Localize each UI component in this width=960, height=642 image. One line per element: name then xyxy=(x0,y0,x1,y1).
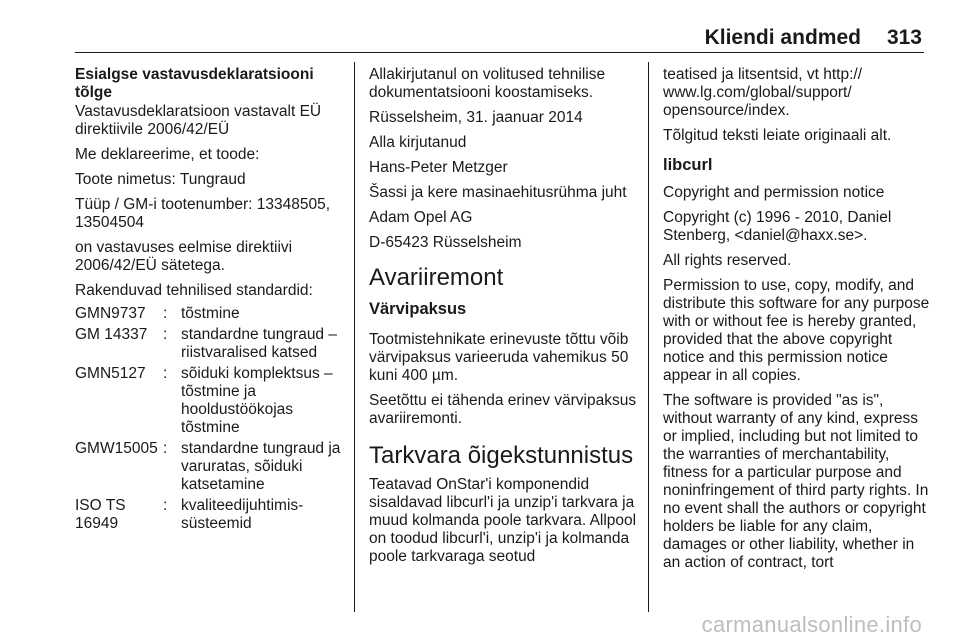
standard-description: standardne tungraud – riistvaralised katsed xyxy=(181,326,337,361)
paragraph: Seetõttu ei tähenda erinev värvipaksus avariiremonti. xyxy=(369,392,637,427)
standard-code: GMN9737 xyxy=(75,305,146,322)
standard-code: GM 14337 xyxy=(75,326,148,343)
paragraph: Allakirjutanul on volitused tehnilise dokumentatsiooni koostamiseks. xyxy=(369,66,606,101)
paragraph: Rüsselsheim, 31. jaanuar 2014 xyxy=(369,109,583,126)
paragraph: Vastavusdeklaratsioon vastavalt EÜ direktiivile 2006/42/EÜ xyxy=(75,103,322,138)
column-1 xyxy=(75,66,343,536)
paragraph: Adam Opel AG xyxy=(369,209,473,226)
standard-description: sõiduki komplektsus – tõstmine ja hooldustöökojas tõstmine xyxy=(181,365,333,436)
paragraph: The software is provided "as is", without warranty of any kind, express or implied, including but not limited to the warranties of merchantability, fitness for a particular purpose and noninfringement of third party rights. In no event shall the authors or copyright holders be liable for any claim, damages or other liability, whether in an action of contract, tort xyxy=(663,392,929,571)
subheading-libcurl: libcurl xyxy=(663,156,713,174)
paragraph: Me deklareerime, et toode: xyxy=(75,146,260,163)
paragraph: Hans-Peter Metzger xyxy=(369,159,508,176)
standard-description: standardne tungraud ja varuratas, sõiduki katsetamine xyxy=(181,440,341,493)
paragraph: teatised ja litsentsid, vt http:// www.lg.com/global/support/ opensource/index. xyxy=(663,66,863,119)
paragraph: Copyright (c) 1996 - 2010, Daniel Stenberg, <daniel@haxx.se>. xyxy=(663,209,892,244)
paragraph: Alla kirjutanud xyxy=(369,134,467,151)
paragraph: Permission to use, copy, modify, and distribute this software for any purpose with or without fee is hereby granted, provided that the above copyright notice and this permission notice appear in all copies. xyxy=(663,277,930,384)
standard-separator: : xyxy=(163,326,168,343)
column-2 xyxy=(369,66,639,573)
paragraph: Tüüp / GM-i tootenumber: 13348505, 13504504 xyxy=(75,196,331,231)
standard-code: GMN5127 xyxy=(75,365,146,382)
paragraph: Copyright and permission notice xyxy=(663,184,885,201)
section-heading-software: Tarkvara õigekstunnistus xyxy=(369,442,634,469)
paragraph: D-65423 Rüsselsheim xyxy=(369,234,522,251)
column-divider-2 xyxy=(648,62,649,612)
standard-separator: : xyxy=(163,497,168,514)
declaration-heading: Esialgse vastavusdeklaratsiooni tõlge xyxy=(75,66,314,101)
paragraph: Šassi ja kere masinaehitusrühma juht xyxy=(369,184,627,201)
standard-separator: : xyxy=(163,365,168,382)
paragraph: on vastavuses eelmise direktiivi 2006/42/EÜ sätetega. xyxy=(75,239,293,274)
column-3 xyxy=(663,66,931,579)
paragraph: All rights reserved. xyxy=(663,252,792,269)
page-number: 313 xyxy=(886,26,922,49)
standard-description: kvaliteedijuhtimis-süsteemid xyxy=(181,497,304,532)
paragraph: Rakenduvad tehnilised standardid: xyxy=(75,282,313,299)
page-header xyxy=(705,26,922,50)
paragraph: Tootmistehnikate erinevuste tõttu võib värvipaksus varieeruda vahemikus 50 kuni 400 µm. xyxy=(369,331,629,384)
standard-code: ISO TS 16949 xyxy=(75,497,126,532)
paragraph: Tõlgitud teksti leiate originaali alt. xyxy=(663,127,892,144)
header-rule xyxy=(75,52,924,53)
subheading-paint-thickness: Värvipaksus xyxy=(369,300,467,318)
standard-separator: : xyxy=(163,305,168,322)
paragraph: Toote nimetus: Tungraud xyxy=(75,171,246,188)
watermark: carmanualsonline.info xyxy=(701,612,922,637)
standard-separator: : xyxy=(163,440,168,457)
paragraph: Teatavad OnStar'i komponendid sisaldavad libcurl'i ja unzip'i tarkvara ja muud kolmanda poole tarkvara. Allpool on toodud libcurl'i, unzip'i ja kolmanda poole tarkvaraga seotud xyxy=(369,476,637,565)
standard-description: tõstmine xyxy=(181,305,240,322)
section-title: Kliendi andmed xyxy=(704,26,861,49)
column-divider-1 xyxy=(354,62,355,612)
standards-list xyxy=(75,305,343,536)
section-heading-repair: Avariiremont xyxy=(369,264,504,291)
standard-code: GMW15005 xyxy=(75,440,158,457)
